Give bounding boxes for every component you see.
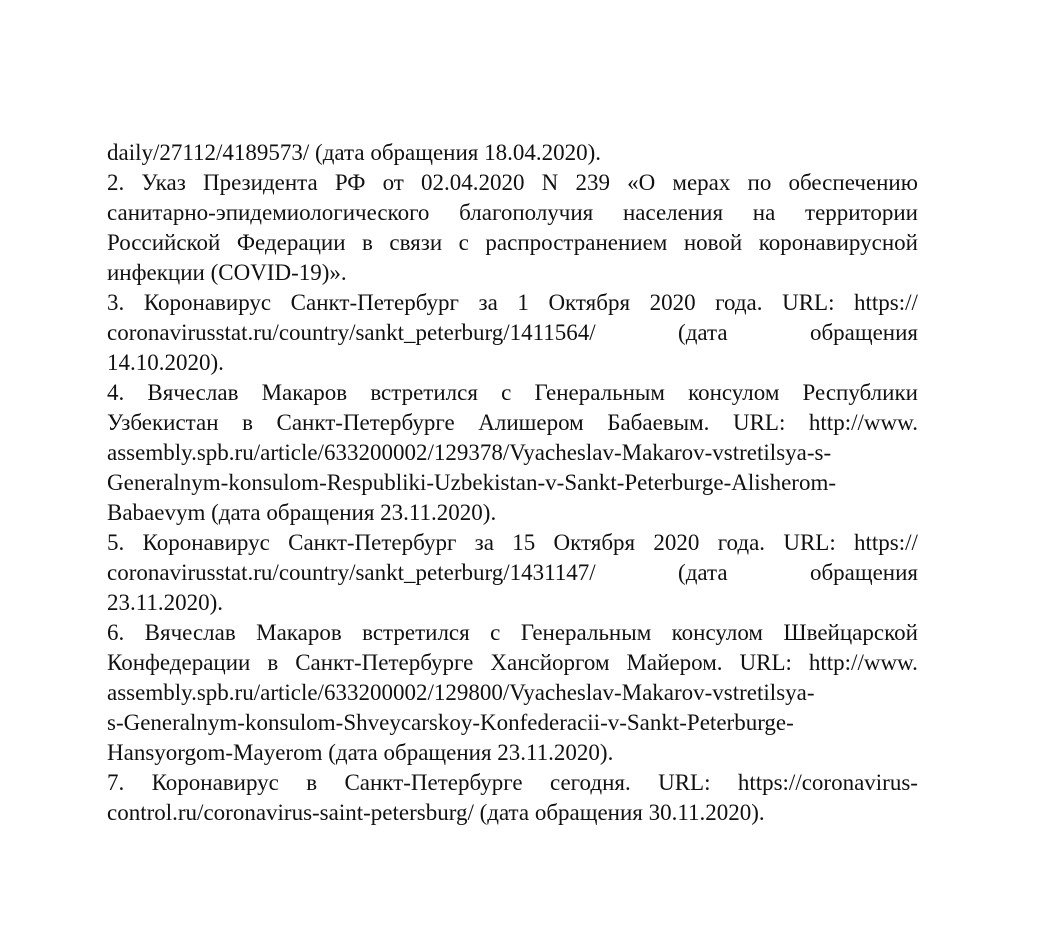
reference-text: 14.10.2020). <box>107 350 224 375</box>
reference-text: Указ <box>141 170 186 195</box>
reference-text: связи <box>389 230 443 255</box>
reference-text: 15 <box>512 530 536 555</box>
reference-text: «О <box>627 170 656 195</box>
reference-text: Generalnym-konsulom-Respubliki-Uzbekistan-v-Sankt-Peterburge-Alisherom- <box>107 470 837 495</box>
reference-text: территории <box>805 200 918 225</box>
reference-text: https:// <box>854 530 918 555</box>
reference-text: Узбекистан <box>107 410 219 435</box>
reference-text: Конфедерации <box>107 650 251 675</box>
reference-text: сегодня. <box>549 770 631 795</box>
reference-line <box>107 528 918 558</box>
reference-line <box>107 708 918 738</box>
reference-entry <box>107 138 918 168</box>
reference-text: с <box>458 230 469 255</box>
reference-text: с <box>501 380 512 405</box>
reference-line <box>107 738 918 768</box>
reference-line <box>107 558 918 588</box>
reference-text: в <box>362 230 373 255</box>
reference-text: https:// <box>854 290 918 315</box>
reference-text: 2020 <box>649 290 696 315</box>
reference-text: консулом <box>688 380 780 405</box>
reference-text: (дата <box>678 560 728 585</box>
reference-text: coronavirusstat.ru/country/sankt_peterburg/1431147/ <box>107 560 596 585</box>
reference-entry <box>107 618 918 768</box>
reference-text: коронавирусной <box>758 230 918 255</box>
reference-text: Генеральным <box>520 620 652 645</box>
reference-list <box>107 138 918 828</box>
reference-text: Алишером <box>478 410 584 435</box>
reference-text: coronavirusstat.ru/country/sankt_peterburg/1411564/ <box>107 320 596 345</box>
reference-text: Макаров <box>261 380 348 405</box>
reference-text: 23.11.2020). <box>107 590 224 615</box>
reference-text: URL: <box>783 530 836 555</box>
reference-text: 6. <box>107 620 125 645</box>
reference-text: Вячеслав <box>147 380 239 405</box>
reference-text: http://www. <box>808 650 918 675</box>
reference-text: мерах <box>672 170 731 195</box>
reference-text: Babaevym (дата обращения 23.11.2020). <box>107 500 497 525</box>
reference-text: URL: <box>739 650 792 675</box>
reference-line <box>107 318 918 348</box>
reference-text: обеспечению <box>788 170 918 195</box>
reference-text: в <box>242 410 253 435</box>
reference-line <box>107 198 918 228</box>
reference-line <box>107 588 918 618</box>
reference-text: daily/27112/4189573/ (дата обращения 18.04.2020). <box>107 140 602 165</box>
reference-text: 239 <box>575 170 610 195</box>
reference-text: (дата <box>678 320 728 345</box>
reference-text: новой <box>683 230 743 255</box>
reference-text: assembly.spb.ru/article/633200002/129378/Vyacheslav-Makarov-vstretilsya-s- <box>107 440 832 465</box>
reference-text: обращения <box>809 320 918 345</box>
reference-text: Вячеслав <box>144 620 236 645</box>
reference-text: Президента <box>202 170 318 195</box>
reference-text: населения <box>622 200 724 225</box>
reference-text: s-Generalnym-konsulom-Shveycarskoy-Konfederacii-v-Sankt-Peterburge- <box>107 710 794 735</box>
reference-text: санитарно-эпидемиологического <box>107 200 430 225</box>
reference-text: Хансйоргом <box>490 650 610 675</box>
reference-text: N <box>541 170 559 195</box>
reference-text: 3. <box>107 290 125 315</box>
reference-text: за <box>474 530 494 555</box>
reference-line <box>107 168 918 198</box>
reference-text: обращения <box>809 560 918 585</box>
reference-text: 7. <box>107 770 125 795</box>
reference-text: http://www. <box>808 410 918 435</box>
reference-text: URL: <box>782 290 835 315</box>
reference-text: Октября <box>553 530 636 555</box>
reference-text: Санкт-Петербурге <box>295 650 474 675</box>
reference-text: инфекции (COVID-19)». <box>107 260 347 285</box>
reference-line <box>107 798 918 828</box>
reference-text: 1 <box>517 290 529 315</box>
reference-line <box>107 138 918 168</box>
reference-text: 5. <box>107 530 125 555</box>
reference-text: control.ru/coronavirus-saint-petersburg/ (дата обращения 30.11.2020). <box>107 800 765 825</box>
reference-text: консулом <box>671 620 763 645</box>
reference-text: Санкт-Петербург <box>288 530 457 555</box>
reference-text: года. <box>717 530 766 555</box>
reference-text: Коронавирус <box>151 770 279 795</box>
reference-text: с <box>490 620 501 645</box>
reference-text: URL: <box>732 410 786 435</box>
reference-text: за <box>478 290 498 315</box>
reference-line <box>107 408 918 438</box>
reference-text: распространением <box>485 230 668 255</box>
reference-text: благополучия <box>459 200 594 225</box>
reference-text: Макаров <box>256 620 342 645</box>
reference-text: 4. <box>107 380 125 405</box>
reference-line <box>107 498 918 528</box>
reference-text: Генеральным <box>534 380 665 405</box>
reference-line <box>107 438 918 468</box>
reference-text: от <box>382 170 404 195</box>
reference-text: Санкт-Петербурге <box>276 410 455 435</box>
reference-text: Октября <box>548 290 631 315</box>
reference-line <box>107 678 918 708</box>
reference-text: Швейцарской <box>783 620 918 645</box>
reference-text: встретился <box>362 620 470 645</box>
reference-text: Майером. <box>626 650 723 675</box>
reference-entry <box>107 168 918 288</box>
reference-text: Бабаевым. <box>607 410 710 435</box>
reference-text: Коронавирус <box>142 530 270 555</box>
reference-line <box>107 288 918 318</box>
reference-text: 2020 <box>653 530 700 555</box>
reference-text: Республики <box>802 380 918 405</box>
reference-text: https://coronavirus- <box>737 770 918 795</box>
reference-text: Санкт-Петербурге <box>344 770 523 795</box>
reference-line <box>107 618 918 648</box>
reference-text: Hansyorgom-Mayerom (дата обращения 23.11.2020). <box>107 740 614 765</box>
reference-text: 02.04.2020 <box>421 170 525 195</box>
reference-line <box>107 258 918 288</box>
reference-text: assembly.spb.ru/article/633200002/129800/Vyacheslav-Makarov-vstretilsya- <box>107 680 815 705</box>
reference-text: 2. <box>107 170 125 195</box>
reference-text: в <box>306 770 318 795</box>
reference-line <box>107 468 918 498</box>
reference-line <box>107 768 918 798</box>
reference-text: РФ <box>334 170 366 195</box>
reference-text: года. <box>715 290 763 315</box>
reference-text: Санкт-Петербург <box>290 290 459 315</box>
reference-text: встретился <box>370 380 478 405</box>
reference-line <box>107 228 918 258</box>
reference-entry <box>107 528 918 618</box>
reference-text: по <box>747 170 772 195</box>
reference-entry <box>107 768 918 828</box>
reference-line <box>107 648 918 678</box>
reference-entry <box>107 378 918 528</box>
reference-line <box>107 348 918 378</box>
reference-text: URL: <box>658 770 711 795</box>
reference-text: Российской <box>107 230 221 255</box>
reference-text: Коронавирус <box>143 290 272 315</box>
reference-line <box>107 378 918 408</box>
reference-text: Федерации <box>236 230 346 255</box>
reference-entry <box>107 288 918 378</box>
reference-text: на <box>752 200 776 225</box>
reference-text: в <box>267 650 279 675</box>
